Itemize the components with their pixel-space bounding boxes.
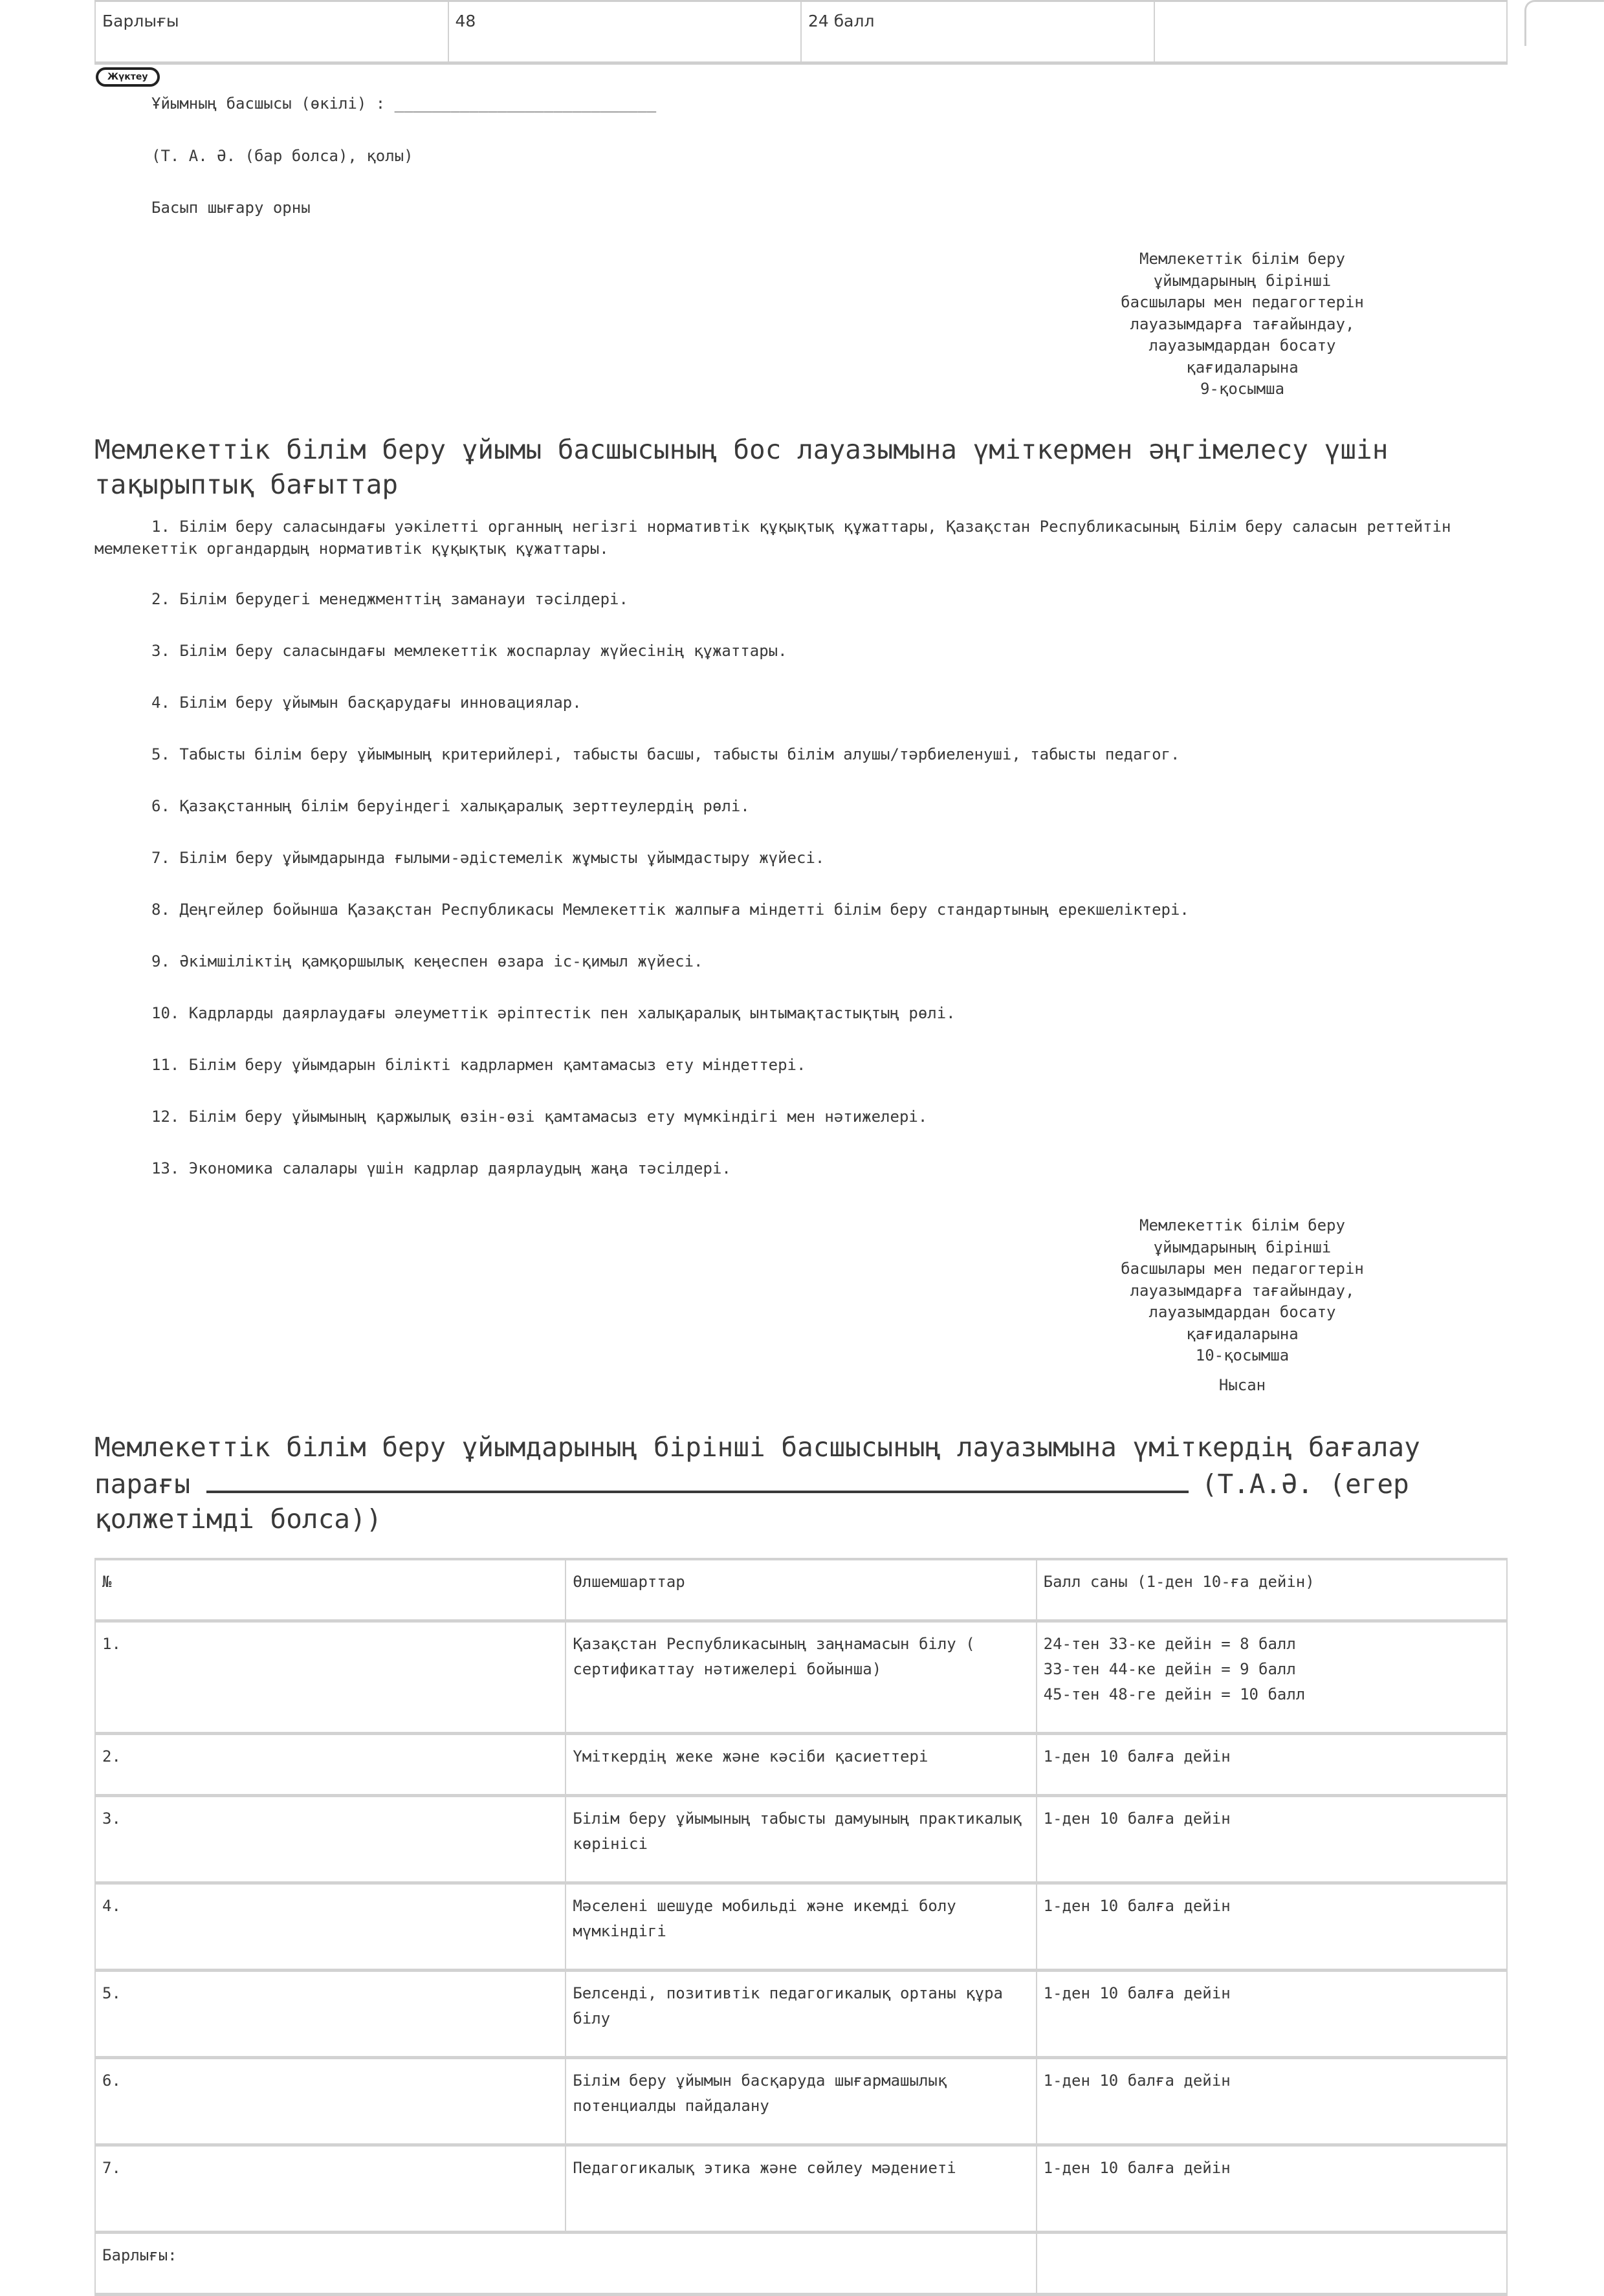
annex-line: Мемлекеттік білім беру <box>1139 250 1345 268</box>
row-score: 1-ден 10 балға дейін <box>1037 1971 1507 2058</box>
table-total-row <box>95 2233 1507 2295</box>
table-row <box>95 2058 1507 2145</box>
annex-line: қағидаларына <box>1186 1324 1299 1343</box>
candidate-name-blank <box>206 1465 1189 1493</box>
annex-line: лауазымдарға тағайындау, <box>1130 1281 1355 1300</box>
row-criterion: Білім беру ұйымын басқаруда шығармашылық потенциалды пайдалану <box>566 2058 1036 2145</box>
topic-text: 1. Білім беру саласындағы уәкілетті органның негізгі нормативтік құқықтық құжаттары, Қазақстан Республикасының Білім беру саласын реттейтін мемлекеттік органдардың нормативтік құқықтық құжаттары. <box>94 518 1451 558</box>
table-row <box>95 1 1507 63</box>
row-criterion: Белсенді, позитивтік педагогикалық ортаны құра білу <box>566 1971 1036 2058</box>
score-range: 24-тен 33-ке дейін = 8 балл <box>1043 1635 1296 1653</box>
evaluation-table-wrapper <box>94 1558 1508 2296</box>
list-item: 9. Әкімшіліктің қамқоршылық кеңеспен өзара іс-қимыл жүйесі. <box>151 952 703 970</box>
annex-line: басшылары мен педагогтерін <box>1121 293 1364 311</box>
annex-line: лауазымдардан босату <box>1148 1303 1336 1321</box>
side-panel-tab[interactable] <box>1524 0 1604 46</box>
row-criterion: Педагогикалық этика және сөйлеу мәдениеті <box>566 2145 1036 2233</box>
annex-line: лауазымдарға тағайындау, <box>1130 314 1355 333</box>
list-item: 2. Білім берудегі менеджменттің заманауи тәсілдері. <box>151 590 628 608</box>
table-row <box>95 1971 1507 2058</box>
interview-section-title: Мемлекеттік білім беру ұйымы басшысының бос лауазымына үміткермен әңгімелесу үшін тақырыптық бағыттар <box>94 434 1389 500</box>
form-label: Нысан <box>1218 1375 1266 1394</box>
annex-line: ұйымдарының бірінші <box>1153 1238 1332 1256</box>
annex-10-note <box>1061 1215 1423 1396</box>
annex-line: қағидаларына <box>1186 358 1299 377</box>
list-item: 3. Білім беру саласындағы мемлекеттік жоспарлау жүйесінің құжаттары. <box>151 642 787 660</box>
list-item: 4. Білім беру ұйымын басқарудағы инновациялар. <box>151 694 582 712</box>
list-item <box>94 516 1508 560</box>
download-button[interactable]: Жүктеу <box>96 67 160 87</box>
print-place: Басып шығару орны <box>151 199 311 217</box>
document-page <box>94 0 1508 2264</box>
list-item: 13. Экономика салалары үшін кадрлар даярлаудың жаңа тәсілдері. <box>151 1159 731 1177</box>
evaluation-table <box>94 1558 1508 2296</box>
annex-line: лауазымдардан босату <box>1148 336 1336 355</box>
list-item: 7. Білім беру ұйымдарында ғылыми-әдістемелік жұмысты ұйымдастыру жүйесі. <box>151 849 825 867</box>
list-item: 5. Табысты білім беру ұйымының критерийлері, табысты басшы, табысты білім алушы/тәрбиеленуші, табысты педагог. <box>151 745 1180 763</box>
annex-number: 9-қосымша <box>1200 380 1285 398</box>
summary-label: Барлығы <box>95 1 448 63</box>
list-item: 11. Білім беру ұйымдарын білікті кадрлармен қамтамасыз ету міндеттері. <box>151 1056 806 1074</box>
annex-line: ұйымдарының бірінші <box>1153 271 1332 290</box>
header-number: № <box>95 1559 566 1621</box>
row-number: 4. <box>95 1883 566 1971</box>
score-range: 33-тен 44-ке дейін = 9 балл <box>1043 1660 1296 1678</box>
table-row <box>95 1796 1507 1883</box>
table-header-row <box>95 1559 1507 1621</box>
evaluation-section-title <box>94 1430 1508 1536</box>
total-label: Барлығы: <box>95 2233 1037 2295</box>
summary-table <box>94 0 1508 65</box>
signature-head-line: Ұйымның басшысы (өкілі) : ____________________________ <box>151 94 657 113</box>
list-item: 6. Қазақстанның білім беруіндегі халықаралық зерттеулердің рөлі. <box>151 797 750 815</box>
table-row <box>95 1621 1507 1734</box>
evaluation-title-suffix: (Т.А.Ә. (егер қолжетімді болса)) <box>94 1469 1409 1535</box>
summary-extra <box>1154 1 1508 63</box>
row-criterion: Қазақстан Республикасының заңнамасын білу ( сертификаттау нәтижелері бойынша) <box>566 1621 1036 1734</box>
annex-number: 10-қосымша <box>1195 1346 1290 1364</box>
summary-max-score: 48 <box>448 1 802 63</box>
signature-name-line: (Т. А. Ә. (бар болса), қолы) <box>151 147 413 165</box>
row-number: 2. <box>95 1734 566 1796</box>
row-score: 1-ден 10 балға дейін <box>1037 1734 1507 1796</box>
row-criterion: Үміткердің жеке және кәсіби қасиеттері <box>566 1734 1036 1796</box>
header-criteria: Өлшемшарттар <box>566 1559 1036 1621</box>
row-score <box>1037 1621 1507 1734</box>
row-criterion: Білім беру ұйымының табысты дамуының практикалық көрінісі <box>566 1796 1036 1883</box>
annex-9-note <box>1061 248 1423 400</box>
list-item: 8. Деңгейлер бойынша Қазақстан Республикасы Мемлекеттік жалпыға міндетті білім беру стандартының ерекшеліктері. <box>151 901 1189 919</box>
row-number: 6. <box>95 2058 566 2145</box>
summary-threshold: 24 балл <box>801 1 1154 63</box>
total-value <box>1037 2233 1507 2295</box>
row-score: 1-ден 10 балға дейін <box>1037 2058 1507 2145</box>
row-number: 3. <box>95 1796 566 1883</box>
table-row <box>95 1883 1507 1971</box>
row-number: 7. <box>95 2145 566 2233</box>
table-row <box>95 1734 1507 1796</box>
row-score: 1-ден 10 балға дейін <box>1037 1883 1507 1971</box>
row-score: 1-ден 10 балға дейін <box>1037 1796 1507 1883</box>
row-criterion: Мәселені шешуде мобильді және икемді болу мүмкіндігі <box>566 1883 1036 1971</box>
list-item: 10. Кадрларды даярлаудағы әлеуметтік әріптестік пен халықаралық ынтымақтастықтың рөлі. <box>151 1004 956 1022</box>
row-number: 1. <box>95 1621 566 1734</box>
row-score: 1-ден 10 балға дейін <box>1037 2145 1507 2233</box>
row-number: 5. <box>95 1971 566 2058</box>
table-row <box>95 2145 1507 2233</box>
evaluation-title-text: Мемлекеттік білім беру ұйымдарының бірінші басшысының лауазымына үміткердің бағалау парағы <box>94 1432 1420 1500</box>
topics-list <box>94 516 1508 1179</box>
header-score: Балл саны (1-ден 10-ға дейін) <box>1037 1559 1507 1621</box>
score-range: 45-тен 48-ге дейін = 10 балл <box>1043 1685 1306 1703</box>
list-item: 12. Білім беру ұйымының қаржылық өзін-өзі қамтамасыз ету мүмкіндігі мен нәтижелері. <box>151 1108 928 1126</box>
annex-line: басшылары мен педагогтерін <box>1121 1260 1364 1278</box>
annex-line: Мемлекеттік білім беру <box>1139 1216 1345 1234</box>
